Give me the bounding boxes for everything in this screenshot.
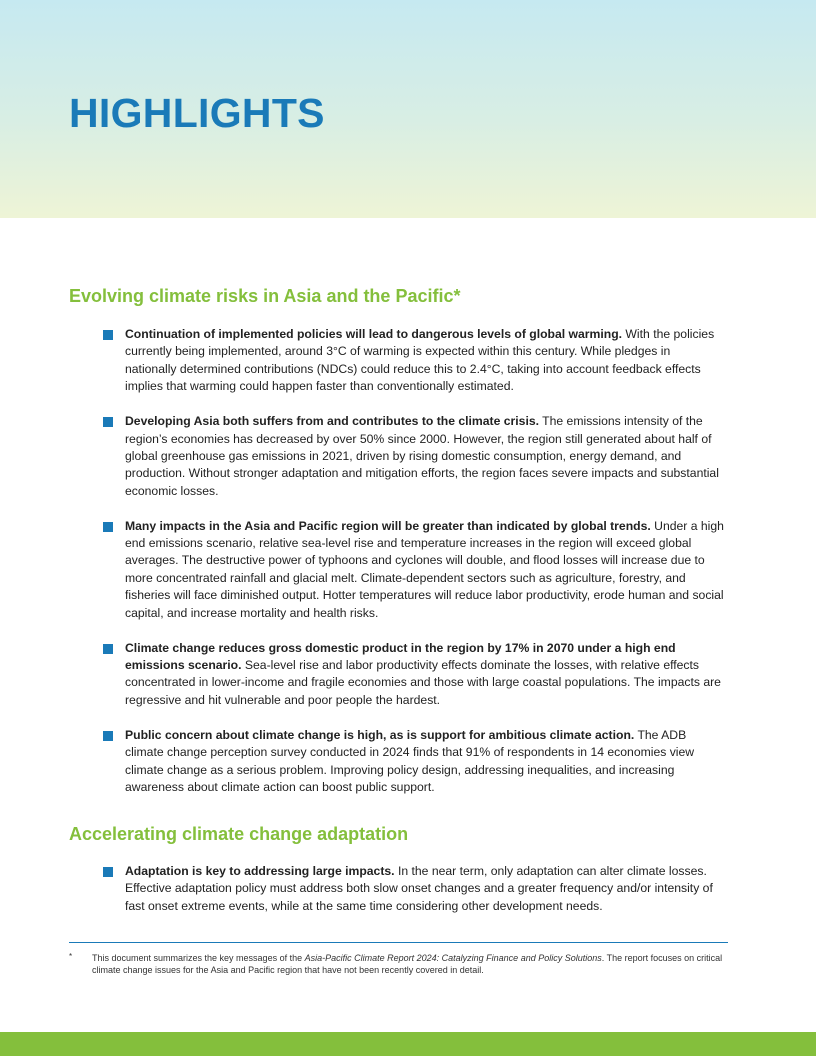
footnote-divider — [69, 942, 728, 943]
list-item — [103, 863, 725, 915]
list-item — [103, 413, 725, 500]
square-bullet-icon — [103, 417, 113, 427]
footnote — [69, 952, 729, 977]
footnote-marker: * — [69, 952, 73, 961]
bullet-text: The emissions intensity of the region’s economies has decreased by over 50% since 2000. However, the region still generated about half of global greenhouse gas emissions in 2021, driven by rising domestic consumption, energy demand, and production. Without stronger adaptation and mitigation efforts, the region faces severe impacts and substantial economic losses. — [125, 414, 719, 498]
bullet-lead: Adaptation is key to addressing large impacts. — [125, 864, 395, 878]
square-bullet-icon — [103, 644, 113, 654]
square-bullet-icon — [103, 330, 113, 340]
footnote-text — [69, 952, 729, 977]
page-title: HIGHLIGHTS — [69, 90, 325, 136]
adaptation-list — [103, 863, 725, 915]
section-heading-climate-risks: Evolving climate risks in Asia and the Pacific* — [69, 286, 461, 306]
square-bullet-icon — [103, 522, 113, 532]
footer-band — [0, 1032, 816, 1056]
bullet-lead: Many impacts in the Asia and Pacific region will be greater than indicated by global trends. — [125, 518, 651, 533]
bullet-lead: Developing Asia both suffers from and contributes to the climate crisis. — [125, 414, 539, 429]
bullet-lead: Public concern about climate change is high, as is support for ambitious climate action. — [125, 727, 635, 742]
footnote-report-title: Asia-Pacific Climate Report 2024: Catalyzing Finance and Policy Solutions — [304, 953, 602, 963]
bullet-text: With the policies currently being implemented, around 3°C of warming is expected within this century. While pledges in nationally determined contributions (NDCs) could reduce this to 2.4°C, taking into account feedback effects implies that warming could happen faster than conventionally estimated. — [125, 327, 715, 394]
bullet-text: Sea-level rise and labor productivity effects dominate the losses, with relative effects concentrated in lower-income and fragile economies and those with large coastal populations. The impacts are regressive and hit vulnerable and poor people the hardest. — [125, 658, 721, 707]
list-item — [103, 326, 725, 396]
footnote-text-after: . The report focuses on critical climate change issues for the Asia and Pacific region that have not been recently covered in detail. — [92, 953, 723, 976]
bullet-text: Under a high end emissions scenario, relative sea-level rise and temperature increases in the region will exceed global averages. The destructive power of typhoons and cyclones will double, and flood losses will increase due to more concentrated rainfall and glacial melt. Climate-dependent sectors such as agriculture, forestry, and fisheries will face diminished output. Hotter temperatures will reduce labor productivity, erode human and social capital, and increase mortality and health risks. — [125, 518, 724, 620]
bullet-text: In the near term, only adaptation can alter climate losses. Effective adaptation policy must address both slow onset changes and a greater frequency and/or intensity of fast onset extreme events, while at the same time considering other development needs. — [125, 864, 713, 913]
footnote-text-before: This document summarizes the key messages of the — [92, 953, 305, 963]
list-item — [103, 640, 725, 710]
square-bullet-icon — [103, 731, 113, 741]
bullet-text: The ADB climate change perception survey conducted in 2024 finds that 91% of respondents in 14 economies view climate change as a serious problem. Improving policy design, addressing inequalities, and increasing awareness about climate action can boost public support. — [125, 727, 695, 794]
bullet-lead: Climate change reduces gross domestic product in the region by 17% in 2070 under a high end emissions scenario. — [125, 640, 676, 672]
square-bullet-icon — [103, 867, 113, 877]
climate-risks-list — [103, 326, 725, 796]
section-heading-adaptation: Accelerating climate change adaptation — [69, 824, 409, 844]
list-item — [103, 518, 725, 622]
bullet-lead: Continuation of implemented policies will lead to dangerous levels of global warming. — [125, 327, 623, 341]
list-item — [103, 727, 725, 797]
